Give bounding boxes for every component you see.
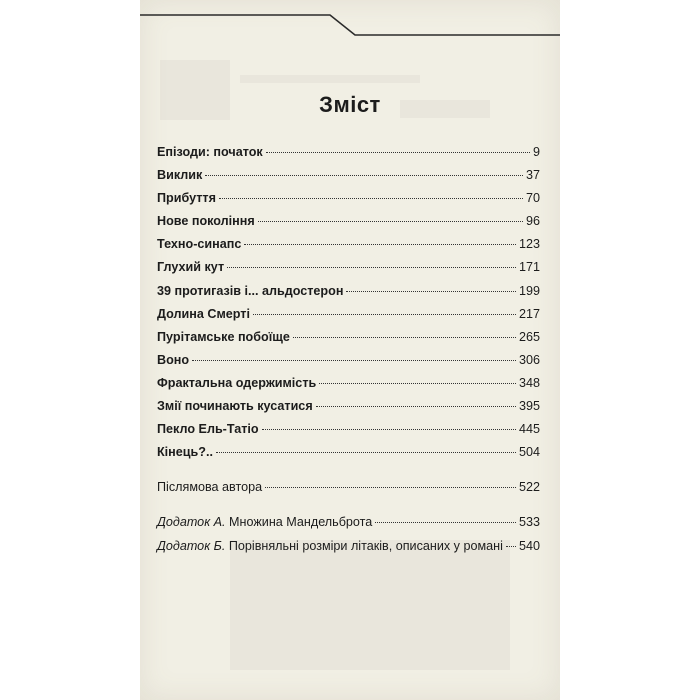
toc-label: Пурітамське побоїще [157,329,290,344]
toc-appendix [157,515,540,538]
toc-page-number: 199 [518,283,540,298]
toc-chapter [157,237,540,260]
dot-leader [506,546,516,547]
toc-chapter [157,260,540,283]
book-page [140,0,560,700]
toc-page-number: 37 [525,168,540,183]
toc-page-number: 217 [518,306,540,321]
toc-chapter [157,399,540,422]
appendix-title: Порівняльні розміри літаків, описаних у романі [228,538,503,553]
toc-chapter [157,168,540,191]
page-title: Зміст [319,92,381,117]
toc-page-number: 123 [518,237,540,252]
toc-label: Нове покоління [157,214,255,229]
toc-label [157,539,503,553]
toc-page-number: 504 [518,445,540,460]
toc-chapter [157,307,540,330]
appendix-prefix: Додаток А. [157,515,226,530]
toc-label: Техно-синапс [157,237,242,252]
dot-leader [375,522,516,523]
toc-chapter [157,145,540,168]
toc-page-number: 306 [518,352,540,367]
dot-leader [219,198,523,199]
dot-leader [266,152,530,153]
toc-label: Виклик [157,168,203,183]
toc-page-number: 348 [518,375,540,390]
toc-label: Змії починають кусатися [157,399,313,414]
toc-page-number: 522 [518,480,540,495]
appendix-title: Множина Мандельброта [229,515,373,530]
toc-chapter [157,376,540,399]
toc-page-number: 9 [532,145,540,159]
toc-page-number: 70 [525,191,540,206]
toc-label [157,515,372,529]
toc-label: Долина Смерті [157,306,250,321]
toc-page-number: 445 [518,422,540,437]
toc-label: Фрактальна одержимість [157,375,317,390]
toc-chapter [157,330,540,353]
toc-label: Воно [157,352,190,367]
toc-label: 39 протигазів і... альдостерон [157,283,344,298]
dot-leader [192,360,516,361]
toc-page-number: 96 [525,214,540,229]
dot-leader [244,244,516,245]
dot-leader [262,429,516,430]
toc-page-number: 395 [518,399,540,414]
toc-chapter [157,353,540,376]
toc-chapter [157,214,540,237]
toc-page-number: 533 [518,515,540,530]
toc-label: Епізоди: початок [157,145,263,159]
dot-leader [346,291,516,292]
toc-label: Кінець?.. [157,445,213,460]
dot-leader [227,267,516,268]
dot-leader [319,383,516,384]
toc-appendix [157,539,540,562]
toc-label: Прибуття [157,191,216,206]
dot-leader [205,175,523,176]
toc-label: Пекло Ель-Татіо [157,422,259,437]
dot-leader [253,314,516,315]
toc-label: Глухий кут [157,260,225,275]
toc-chapter [157,445,540,468]
header-rule [140,0,560,40]
table-of-contents [157,145,540,562]
dot-leader [265,487,516,488]
toc-page-number: 171 [518,260,540,275]
toc-label: Післямова автора [157,480,263,495]
dot-leader [216,452,516,453]
appendix-prefix: Додаток Б. [157,538,226,553]
toc-chapter [157,284,540,307]
dot-leader [258,221,523,222]
dot-leader [316,406,516,407]
toc-chapter [157,191,540,214]
toc-page-number: 265 [518,329,540,344]
toc-afterword [157,480,540,503]
toc-chapter [157,422,540,445]
dot-leader [293,337,516,338]
toc-page-number: 540 [518,538,540,553]
